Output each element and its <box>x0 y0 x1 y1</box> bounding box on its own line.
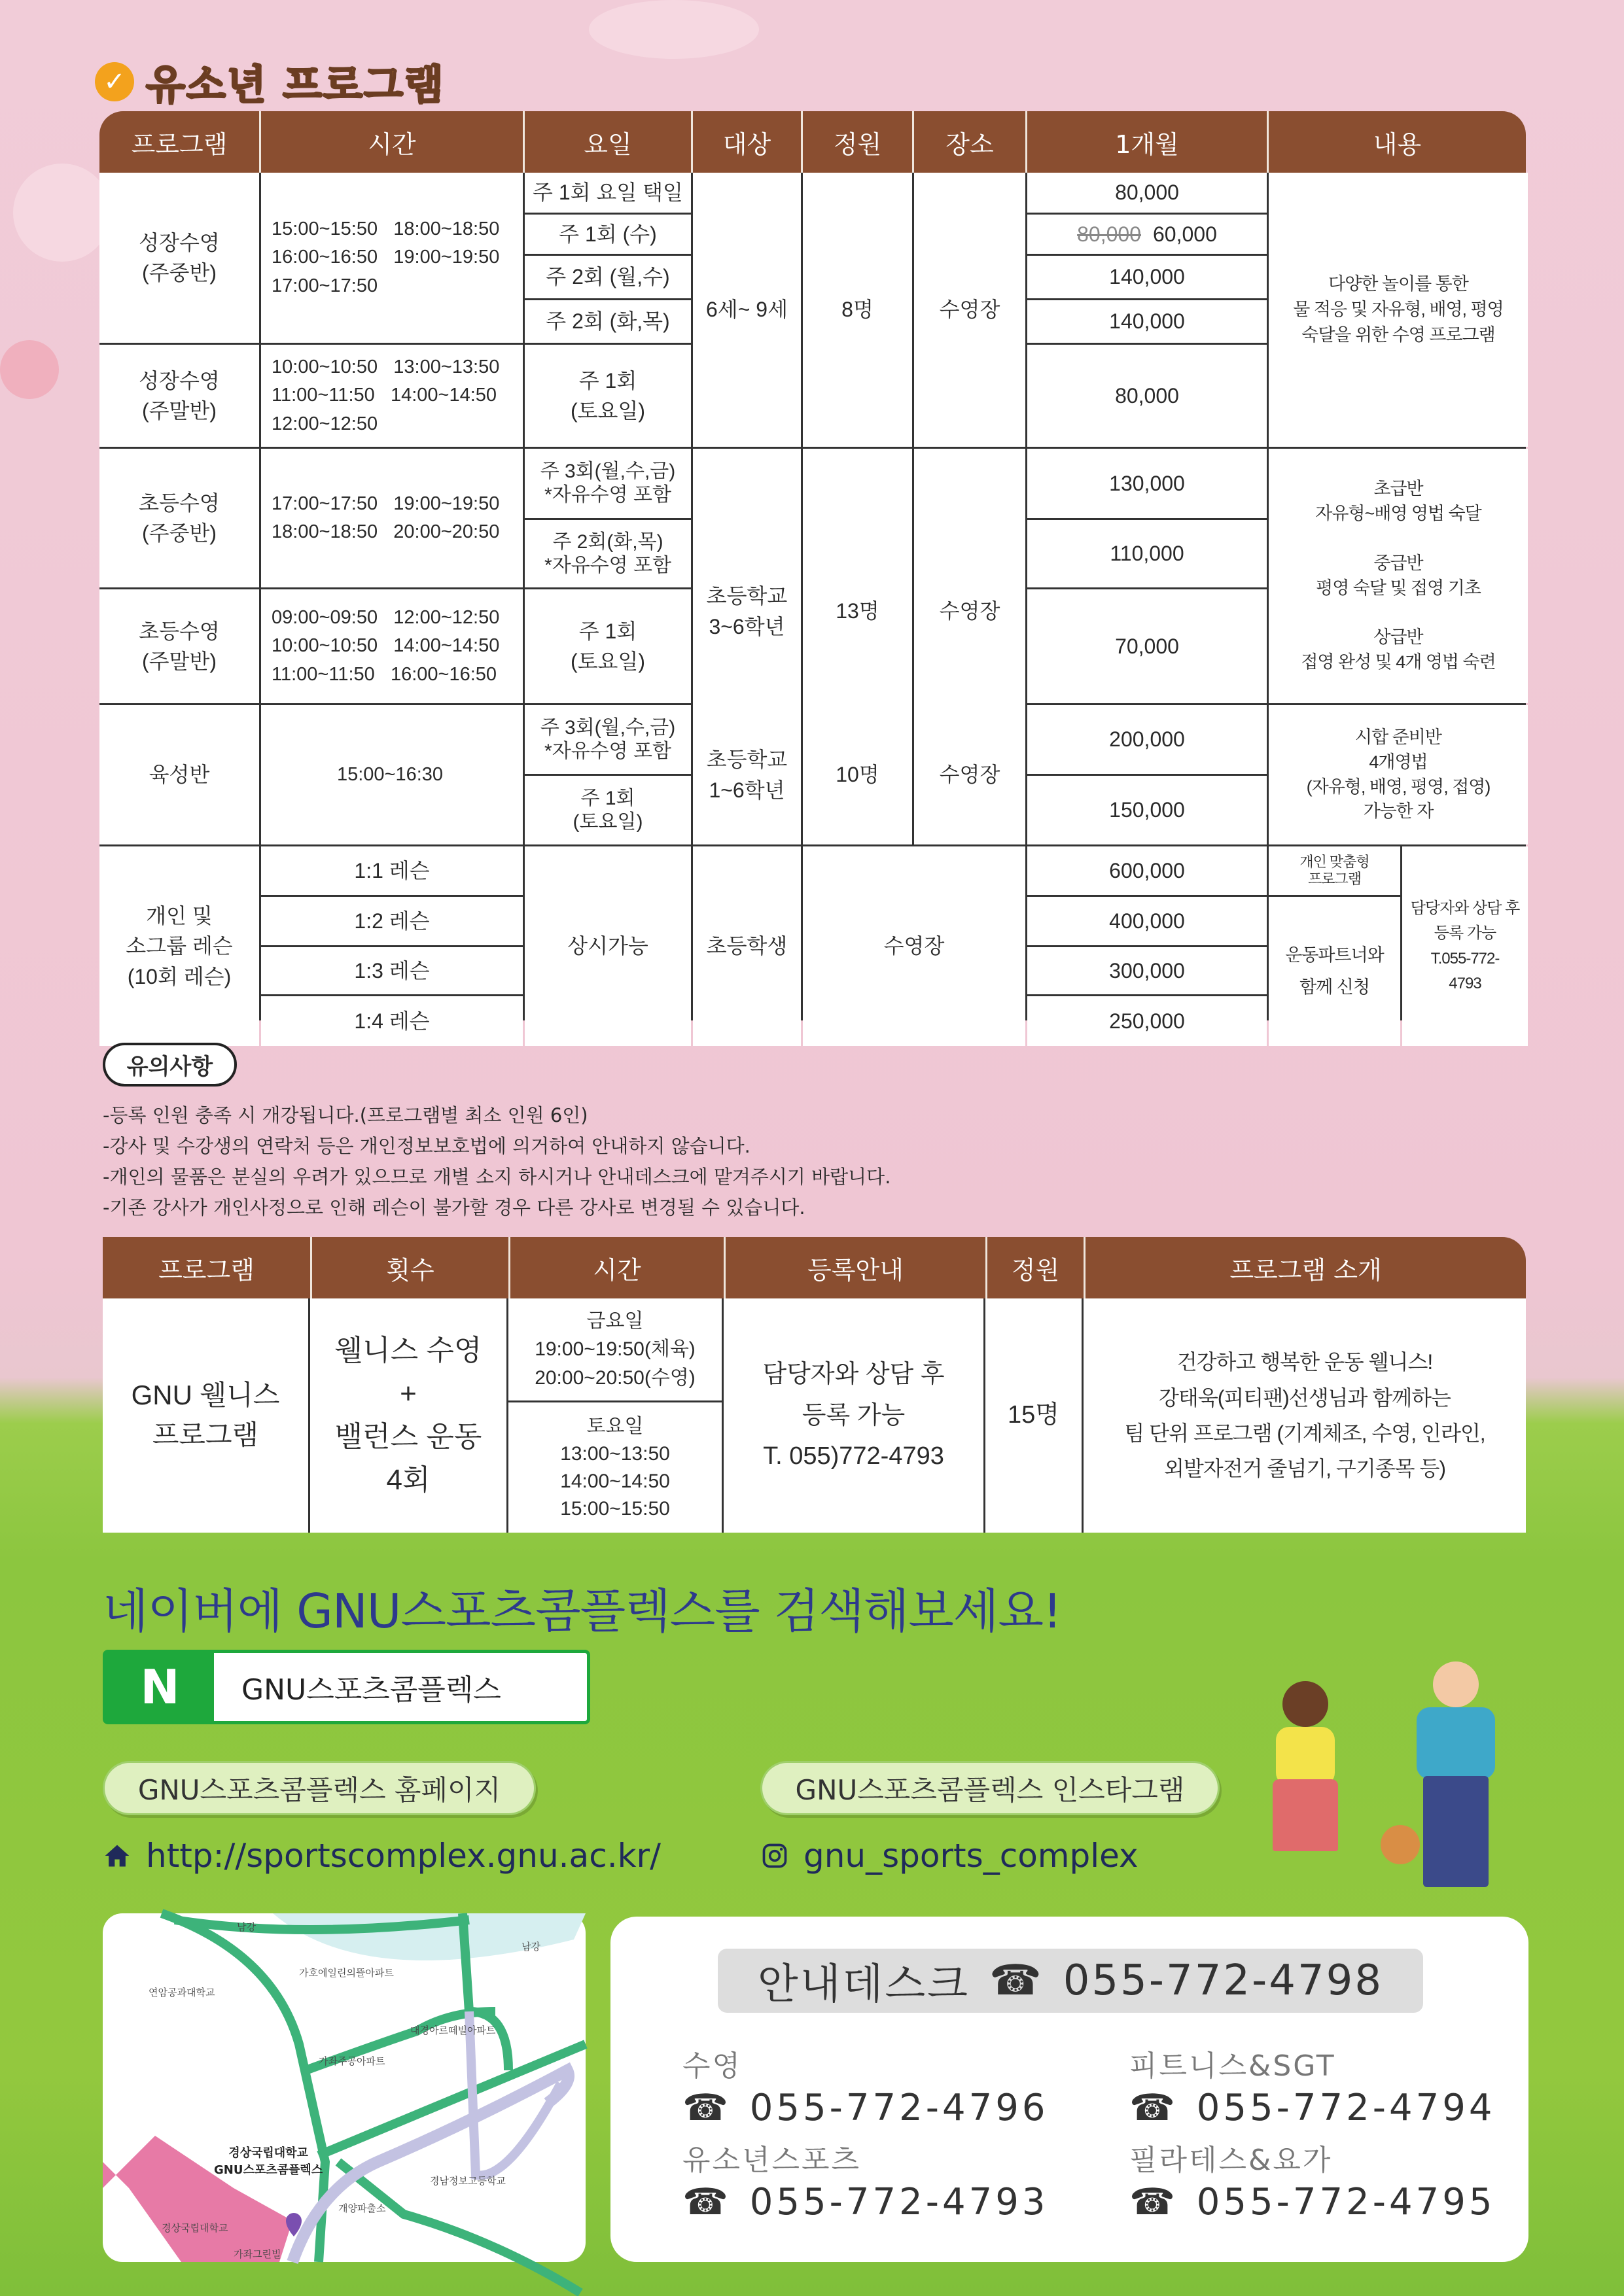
col-header: 1개월 <box>1025 111 1267 173</box>
days-cell: 주 3회(월,수,금) *자유수영 포함 <box>525 449 691 518</box>
contact-label: 피트니스&SGT <box>1129 2049 1336 2083</box>
capacity-cell: 13명 <box>803 449 912 774</box>
map-label-gnu: 경상국립대학교 GNU스포츠콤플렉스 <box>214 2146 323 2177</box>
time-cell: 15:00~15:50 18:00~18:50 16:00~16:50 19:00~19:50 17:00~17:50 <box>261 173 523 343</box>
place-cell: 수영장 <box>914 173 1025 447</box>
capacity-cell: 15명 <box>985 1298 1082 1533</box>
intro-cell: 건강하고 행복한 운동 웰니스! 강태욱(피티팬)선생님과 함께하는 팀 단위 프로그램 (기계체조, 수영, 인라인, 외발자전거 줄넘기, 구기종목 등) <box>1084 1298 1526 1533</box>
contact-phone <box>682 2181 1048 2223</box>
map-label: 대경아르떼빌아파트 <box>410 2025 496 2036</box>
contact-label: 유소년스포츠 <box>682 2144 862 2177</box>
phone-icon: ☎ <box>1129 2087 1178 2129</box>
lesson-type: 1:3 레슨 <box>261 947 523 994</box>
map-label: 경상국립대학교 <box>162 2222 228 2234</box>
check-icon: ✓ <box>95 62 134 101</box>
content-cell: 개인 맞춤형 프로그램 <box>1269 846 1400 895</box>
days-cell: 주 1회 (토요일) <box>525 776 691 844</box>
program-name: 성장수영 (주중반) <box>99 173 259 343</box>
program-name: GNU 웰니스 프로그램 <box>103 1298 308 1533</box>
price-cell: 140,000 <box>1027 300 1267 343</box>
section-title-text: 유소년 프로그램 <box>146 61 445 109</box>
notes-badge: 유의사항 <box>103 1043 237 1087</box>
capacity-cell: 10명 <box>803 705 912 844</box>
naver-search-box[interactable] <box>103 1650 590 1724</box>
price-cell: 70,000 <box>1027 589 1267 703</box>
count-cell: 웰니스 수영 + 밸런스 운동 4회 <box>310 1298 506 1533</box>
phone-icon: ☎ <box>682 2181 732 2223</box>
price-cell: 110,000 <box>1027 520 1267 587</box>
blossom-decoration <box>0 340 59 399</box>
content-cell: 다양한 놀이를 통한 물 적응 및 자유형, 배영, 평영 숙달을 위한 수영 프로그램 <box>1269 173 1528 447</box>
col-header: 등록안내 <box>724 1237 985 1298</box>
blossom-decoration <box>13 164 111 262</box>
col-header: 대상 <box>691 111 801 173</box>
place-cell: 수영장 <box>803 846 1025 1046</box>
map-label: 경남정보고등학교 <box>430 2175 506 2187</box>
map-label: 가좌그린빌 <box>234 2248 281 2260</box>
instagram-handle: gnu_sports_complex <box>803 1837 1139 1875</box>
content-cell: 담당자와 상담 후 등록 가능 T.055-772- 4793 <box>1402 846 1528 1046</box>
days-cell: 주 1회 (수) <box>525 215 691 254</box>
wellness-table-header <box>103 1237 1526 1298</box>
time-cell: 09:00~09:50 12:00~12:50 10:00~10:50 14:00~14:50 11:00~11:50 16:00~16:50 <box>261 589 523 703</box>
program-name: 개인 및 소그룹 레슨 (10회 레슨) <box>99 846 259 1046</box>
content-cell: 시합 준비반 4개영법 (자유형, 배영, 평영, 접영) 가능한 자 <box>1269 705 1528 844</box>
time-cell: 17:00~17:50 19:00~19:50 18:00~18:50 20:00~20:50 <box>261 449 523 587</box>
col-header: 프로그램 <box>158 1255 255 1285</box>
col-header: 정원 <box>985 1237 1084 1298</box>
contact-phone <box>682 2087 1048 2129</box>
phone-number: 055-772-4796 <box>749 2087 1049 2129</box>
price-cell: 300,000 <box>1027 947 1267 994</box>
target-cell: 초등학교 3~6학년 <box>693 449 801 774</box>
phone-icon: ☎ <box>1129 2181 1178 2223</box>
youth-table <box>99 173 1526 1033</box>
homepage-button[interactable]: GNU스포츠콤플렉스 홈페이지 <box>103 1761 536 1815</box>
price-cell <box>1027 215 1267 254</box>
capacity-cell: 8명 <box>803 173 912 447</box>
price-cell: 80,000 <box>1027 345 1267 447</box>
youth-table-header <box>99 111 1526 173</box>
map-label: 연암공과대학교 <box>149 1987 215 1998</box>
col-header: 장소 <box>912 111 1025 173</box>
discount-price: 60,000 <box>1153 222 1217 246</box>
days-cell: 주 1회 (토요일) <box>525 345 691 447</box>
note-item: -기존 강사가 개인사정으로 인해 레슨이 불가할 경우 다른 강사로 변경될 수 있습니다. <box>103 1196 805 1219</box>
contact-label: 수영 <box>682 2049 743 2083</box>
col-header: 프로그램 <box>131 130 228 159</box>
info-desk <box>718 1949 1423 2013</box>
days-cell: 상시가능 <box>525 846 691 1046</box>
note-item: -강사 및 수강생의 연락처 등은 개인정보보호법에 의거하여 안내하지 않습니다. <box>103 1135 750 1157</box>
home-icon <box>103 1841 132 1870</box>
contact-phone <box>1129 2181 1495 2223</box>
target-cell: 초등학생 <box>693 846 801 1046</box>
note-item: -등록 인원 충족 시 개강됩니다.(프로그램별 최소 인원 6인) <box>103 1104 588 1126</box>
phone-number: 055-772-4795 <box>1196 2181 1496 2223</box>
contact-phone <box>1129 2087 1495 2129</box>
content-cell: 초급반 자유형~배영 영법 숙달 중급반 평영 숙달 및 접영 기초 상급반 접영 완성 및 4개 영법 숙련 <box>1269 449 1528 703</box>
time-cell: 토요일 13:00~13:50 14:00~14:50 15:00~15:50 <box>508 1402 722 1533</box>
price-cell: 200,000 <box>1027 705 1267 774</box>
phone-icon: ☎ <box>989 1957 1044 2005</box>
time-cell: 15:00~16:30 <box>261 705 523 844</box>
phone-icon: ☎ <box>682 2087 732 2129</box>
program-name: 성장수영 (주말반) <box>99 345 259 447</box>
phone-number: 055-772-4793 <box>749 2181 1049 2223</box>
map-label: 가호에일린의뜰아파트 <box>299 1967 394 1979</box>
note-item: -개인의 물품은 분실의 우려가 있으므로 개별 소지 하시거나 안내데스크에 맡겨주시기 바랍니다. <box>103 1166 891 1188</box>
col-header: 시간 <box>259 111 523 173</box>
days-cell: 주 2회(화,목) *자유수영 포함 <box>525 520 691 587</box>
homepage-url: http://sportscomplex.gnu.ac.kr/ <box>146 1837 661 1875</box>
price-cell: 80,000 <box>1027 173 1267 213</box>
registration-cell: 담당자와 상담 후 등록 가능 T. 055)772-4793 <box>724 1298 983 1533</box>
people-illustration <box>1263 1655 1538 1890</box>
info-desk-label: 안내데스크 <box>757 1960 970 2009</box>
program-name: 초등수영 (주말반) <box>99 589 259 703</box>
price-cell: 600,000 <box>1027 846 1267 895</box>
instagram-icon <box>760 1841 789 1870</box>
days-cell: 주 2회 (화,목) <box>525 300 691 343</box>
col-header: 시간 <box>508 1237 724 1298</box>
program-name: 육성반 <box>99 705 259 844</box>
days-cell: 주 3회(월,수,금) *자유수영 포함 <box>525 705 691 774</box>
program-name: 초등수영 (주중반) <box>99 449 259 587</box>
location-map[interactable] <box>103 1913 586 2262</box>
instagram-button[interactable]: GNU스포츠콤플렉스 인스타그램 <box>760 1761 1220 1815</box>
map-label: 남강 <box>237 1921 256 1933</box>
days-cell: 주 2회 (월,수) <box>525 256 691 298</box>
place-cell: 수영장 <box>914 705 1025 844</box>
instagram-link[interactable] <box>760 1837 1139 1875</box>
wellness-table <box>103 1298 1526 1533</box>
map-label: 가좌주공아파트 <box>319 2055 385 2067</box>
col-header: 내용 <box>1267 111 1526 173</box>
price-cell: 140,000 <box>1027 256 1267 298</box>
lesson-type: 1:2 레슨 <box>261 897 523 945</box>
lesson-type: 1:4 레슨 <box>261 996 523 1046</box>
time-cell: 10:00~10:50 13:00~13:50 11:00~11:50 14:00~14:50 12:00~12:50 <box>261 345 523 447</box>
time-cell: 금요일 19:00~19:50(체육) 20:00~20:50(수영) <box>508 1298 722 1400</box>
target-cell: 6세~ 9세 <box>693 173 801 447</box>
days-cell: 주 1회 요일 택일 <box>525 173 691 213</box>
map-label: 개양파출소 <box>338 2202 386 2214</box>
naver-logo-icon: N <box>106 1653 214 1721</box>
price-cell: 150,000 <box>1027 776 1267 844</box>
content-cell: 운동파트너와 함께 신청 <box>1269 897 1400 1046</box>
price-cell: 250,000 <box>1027 996 1267 1046</box>
section-title <box>95 52 445 111</box>
original-price: 80,000 <box>1077 222 1141 246</box>
contact-label: 필라테스&요가 <box>1129 2144 1333 2177</box>
col-header: 정원 <box>801 111 912 173</box>
search-query: GNU스포츠콤플렉스 <box>241 1673 501 1707</box>
place-cell: 수영장 <box>914 449 1025 774</box>
col-header: 횟수 <box>310 1237 508 1298</box>
phone-number: 055-772-4794 <box>1196 2087 1496 2129</box>
col-header: 요일 <box>523 111 691 173</box>
naver-heading: 네이버에 GNU스포츠콤플렉스를 검색해보세요! <box>103 1584 1061 1639</box>
price-cell: 130,000 <box>1027 449 1267 518</box>
info-desk-phone: 055-772-4798 <box>1063 1957 1384 2005</box>
target-cell: 초등학교 1~6학년 <box>693 705 801 844</box>
col-header: 프로그램 소개 <box>1084 1237 1526 1298</box>
blossom-decoration <box>589 0 759 59</box>
price-cell: 400,000 <box>1027 897 1267 945</box>
lesson-type: 1:1 레슨 <box>261 846 523 895</box>
homepage-link[interactable] <box>103 1837 661 1875</box>
days-cell: 주 1회 (토요일) <box>525 589 691 703</box>
map-label: 남강 <box>521 1941 540 1953</box>
